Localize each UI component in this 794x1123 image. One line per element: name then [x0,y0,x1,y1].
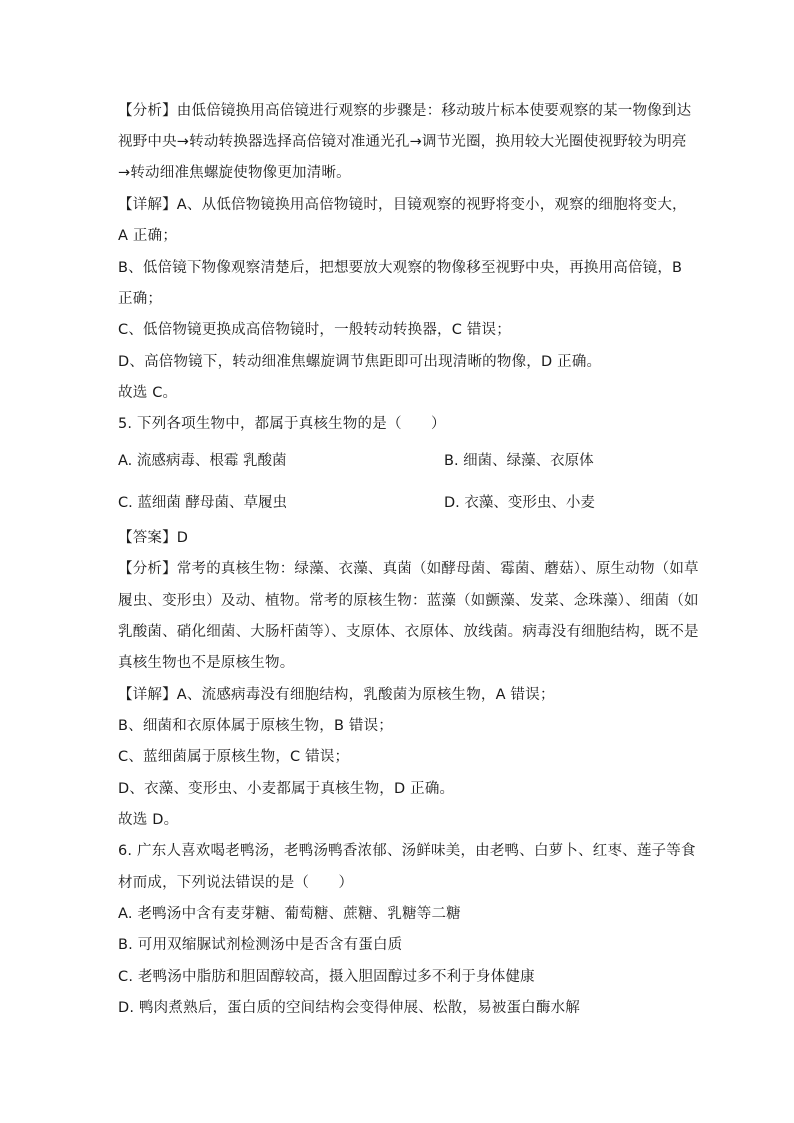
q5-detail-line-5: 故选 D。 [118,812,179,828]
q5-option-b: B. 细菌、绿藻、衣原体 [444,453,594,469]
q5-analysis-line-4: 真核生物也不是原核生物。 [118,655,295,671]
q4-detail-line-6: D、高倍物镜下，转动细准焦螺旋调节焦距即可出现清晰的物像，D 正确。 [118,354,602,370]
q6-option-b: B. 可用双缩脲试剂检测汤中是否含有蛋白质 [118,937,403,953]
q5-answer: 【答案】D [118,530,189,546]
q5-analysis-line-3: 乳酸菌、硝化细菌、大肠杆菌等）、支原体、衣原体、放线菌。病毒没有细胞结构，既不是 [118,624,699,640]
q5-option-a: A. 流感病毒、根霉 乳酸菌 [118,453,287,469]
q5-option-c: C. 蓝细菌 酵母菌、草履虫 [118,495,287,511]
q4-detail-line-4: 正确； [118,291,163,307]
q5-option-d: D. 衣藻、变形虫、小麦 [444,495,595,511]
q4-analysis-line-2: 视野中央→转动转换器选择高倍镜对准通光孔→调节光圈，换用较大光圈使视野较为明亮 [118,134,687,150]
q5-analysis-line-2: 履虫、变形虫）及动、植物。常考的原核生物：蓝藻（如颤藻、发菜、念珠藻）、细菌（如 [118,593,699,609]
q4-detail-line-1: 【详解】A、从低倍物镜换用高倍物镜时，目镜观察的视野将变小，观察的细胞将变大， [118,197,687,213]
q4-detail-line-2: A 正确； [118,228,178,244]
q4-analysis-line-3: →转动细准焦螺旋使物像更加清晰。 [118,165,351,181]
q4-detail-line-7: 故选 C。 [118,385,178,401]
q6-option-a: A. 老鸭汤中含有麦芽糖、葡萄糖、蔗糖、乳糖等二糖 [118,906,461,922]
q6-stem-line-1: 6. 广东人喜欢喝老鸭汤，老鸭汤鸭香浓郁、汤鲜味美，由老鸭、白萝卜、红枣、莲子等食 [118,843,696,859]
q5-detail-line-1: 【详解】A、流感病毒没有细胞结构，乳酸菌为原核生物，A 错误； [118,687,555,703]
q4-analysis-line-1: 【分析】由低倍镜换用高倍镜进行观察的步骤是：移动玻片标本使要观察的某一物像到达 [118,103,692,119]
q5-detail-line-2: B、细菌和衣原体属于原核生物，B 错误； [118,718,394,734]
q4-detail-line-5: C、低倍物镜更换成高倍物镜时，一般转动转换器，C 错误； [118,322,511,338]
q5-detail-line-3: C、蓝细菌属于原核生物，C 错误； [118,749,350,765]
q5-stem: 5. 下列各项生物中，都属于真核生物的是（ ） [118,416,446,432]
q5-analysis-line-1: 【分析】常考的真核生物：绿藻、衣藻、真菌（如酵母菌、霉菌、蘑菇）、原生动物（如草 [118,561,699,577]
q6-option-c: C. 老鸭汤中脂肪和胆固醇较高，摄入胆固醇过多不利于身体健康 [118,969,535,985]
q5-detail-line-4: D、衣藻、变形虫、小麦都属于真核生物，D 正确。 [118,781,455,797]
q6-option-d: D. 鸭肉煮熟后，蛋白质的空间结构会变得伸展、松散，易被蛋白酶水解 [118,1000,580,1016]
q6-stem-line-2: 材而成，下列说法错误的是（ ） [118,875,354,891]
q4-detail-line-3: B、低倍镜下物像观察清楚后，把想要放大观察的物像移至视野中央，再换用高倍镜，B [118,260,683,276]
